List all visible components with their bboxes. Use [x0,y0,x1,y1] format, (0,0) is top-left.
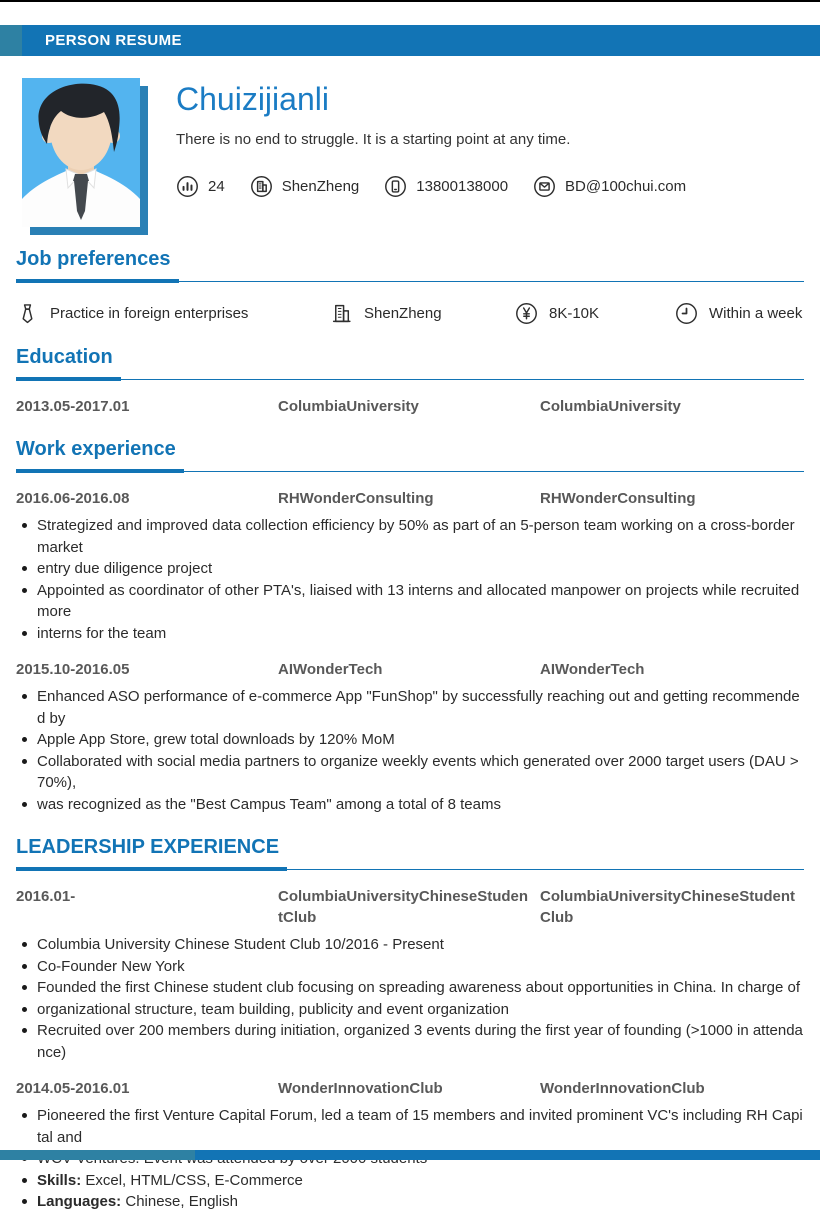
bullet-item: Appointed as coordinator of other PTA's, liaised with 13 interns and allocated manpower on projects while recruited more [16,580,804,623]
work-row [16,488,804,509]
bullet-item: Languages: Chinese, English [16,1191,804,1213]
top-border-line [0,0,820,2]
job-preferences-row [16,302,804,325]
page-footer-bar [0,1150,820,1160]
city-building-icon [330,302,353,325]
person-name: Chuizijianli [176,81,329,117]
work-company: AIWonderTech [278,661,383,678]
bullet-item: organizational structure, team building, publicity and event organization [16,999,804,1021]
person-motto: There is no end to struggle. It is a starting point at any time. [176,131,571,149]
work-date: 2016.06-2016.08 [16,490,130,507]
preference-city-text: ShenZheng [364,305,442,322]
tie-icon [16,302,39,325]
page-title: PERSON RESUME [22,25,820,56]
yen-icon [515,302,538,325]
bullet-item: Co-Founder New York [16,956,804,978]
phone-icon [384,175,407,198]
leadership-org-secondary: WonderInnovationClub [540,1080,705,1097]
profile-section [22,78,804,227]
education-school: ColumbiaUniversity [278,398,419,415]
work-company-secondary: RHWonderConsulting [540,490,696,507]
bullet-item: Recruited over 200 members during initiation, organized 3 events during the first year of founding (>1000 in attendance) [16,1020,804,1063]
phone-value: 13800138000 [416,178,509,196]
preference-salary-text: 8K-10K [549,305,600,322]
work-company-secondary: AIWonderTech [540,661,645,678]
bullet-item: Pioneered the first Venture Capital Forum, led a team of 15 members and invited prominent VC's including RH Capital and [16,1105,804,1148]
leadership-date: 2016.01- [16,888,76,905]
education-row [16,396,804,417]
age-chart-icon [176,175,199,198]
avatar [22,78,140,227]
work-bullet-list [16,686,804,815]
work-company: RHWonderConsulting [278,490,434,507]
leadership-org: WonderInnovationClub [278,1080,443,1097]
leadership-row [16,1078,804,1099]
preference-salary [515,302,675,325]
bullet-item: Columbia University Chinese Student Club 10/2016 - Present [16,934,804,956]
location-item [250,175,360,198]
preference-city [330,302,515,325]
section-title-education: Education [16,346,804,381]
leadership-org-secondary: ColumbiaUniversityChineseStudentClub [540,888,796,926]
contact-info-row [176,175,711,198]
section-title-job-preferences: Job preferences [16,248,804,283]
education-school-secondary: ColumbiaUniversity [540,398,681,415]
leadership-bullet-list [16,934,804,1063]
age-item [176,175,225,198]
email-icon [533,175,556,198]
bullet-item: was recognized as the "Best Campus Team" among a total of 8 teams [16,794,804,816]
work-bullet-list [16,515,804,644]
preference-position [16,302,330,325]
bullet-item: interns for the team [16,623,804,645]
email-value: BD@100chui.com [565,178,687,196]
leadership-date: 2014.05-2016.01 [16,1080,130,1097]
company-building-icon [250,175,273,198]
bullet-item: Enhanced ASO performance of e-commerce App "FunShop" by successfully reaching out and getting recommended by [16,686,804,729]
phone-item [384,175,508,198]
location-value: ShenZheng [281,178,360,196]
preference-availability [675,302,804,325]
footer-teal-segment [0,1150,195,1160]
work-row [16,659,804,680]
section-title-leadership: LEADERSHIP EXPERIENCE [16,836,804,871]
section-title-work-experience: Work experience [16,438,804,473]
bullet-item: Strategized and improved data collection efficiency by 50% as part of an 5-person team working on a cross-border market [16,515,804,558]
education-date: 2013.05-2017.01 [16,398,130,415]
bullet-item: Apple App Store, grew total downloads by 120% MoM [16,729,804,751]
header-corner-accent [0,25,22,56]
bullet-item: Skills: Excel, HTML/CSS, E-Commerce [16,1170,804,1192]
clock-icon [675,302,698,325]
bullet-item: Founded the first Chinese student club focusing on spreading awareness about opportunities in China. In charge of [16,977,804,999]
work-date: 2015.10-2016.05 [16,661,130,678]
bullet-item: Collaborated with social media partners to organize weekly events which generated over 2000 target users (DAU > 70%), [16,751,804,794]
age-value: 24 [208,178,225,196]
page-header-bar [0,25,820,56]
email-item [533,175,686,198]
preference-position-text: Practice in foreign enterprises [50,305,249,322]
footer-blue-segment [195,1150,820,1160]
profile-photo [22,78,140,227]
leadership-org: ColumbiaUniversityChineseStudentClub [278,888,529,926]
leadership-row [16,886,804,928]
preference-availability-text: Within a week [709,305,803,322]
bullet-item: entry due diligence project [16,558,804,580]
